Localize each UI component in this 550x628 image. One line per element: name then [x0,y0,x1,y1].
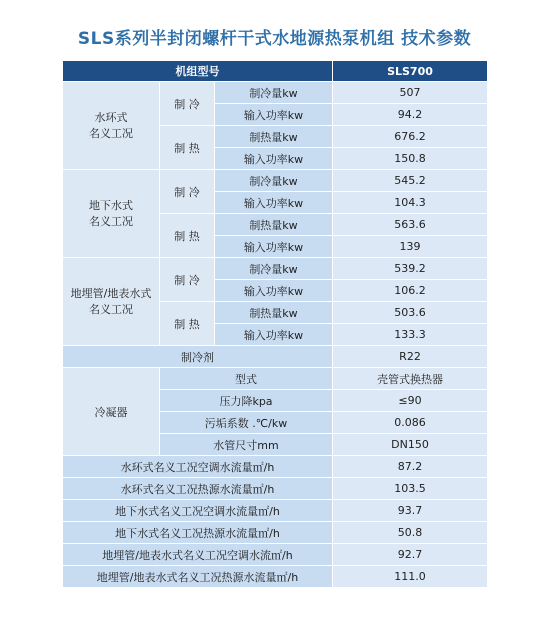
section-label [63,82,160,170]
power-value: 133.3 [333,324,488,346]
capacity-label: 制冷量kw [215,170,333,192]
table-header-row [63,61,488,82]
condenser-param-label: 污垢系数 .℃/kw [160,412,333,434]
power-label: 输入功率kw [215,280,333,302]
section-label-line: 名义工况 [89,126,133,140]
power-value: 106.2 [333,280,488,302]
power-label: 输入功率kw [215,236,333,258]
flow-value: 111.0 [333,566,488,588]
capacity-value: 545.2 [333,170,488,192]
page-title: SLS系列半封闭螺杆干式水地源热泵机组 技术参数 [77,29,472,49]
power-value: 94.2 [333,104,488,126]
power-value: 139 [333,236,488,258]
capacity-value: 507 [333,82,488,104]
capacity-label: 制热量kw [215,126,333,148]
flow-row [63,478,488,500]
mode-label: 制 冷 [160,258,215,302]
capacity-label: 制冷量kw [215,82,333,104]
condenser-param-value: 0.086 [333,412,488,434]
capacity-label: 制热量kw [215,214,333,236]
power-value: 150.8 [333,148,488,170]
flow-value: 103.5 [333,478,488,500]
spec-row [63,170,488,192]
flow-label: 水环式名义工况热源水流量㎡/h [63,478,333,500]
flow-row [63,566,488,588]
capacity-value: 503.6 [333,302,488,324]
flow-row [63,544,488,566]
flow-value: 50.8 [333,522,488,544]
flow-value: 87.2 [333,456,488,478]
flow-row [63,500,488,522]
power-label: 输入功率kw [215,148,333,170]
condenser-param-label: 型式 [160,368,333,390]
capacity-label: 制冷量kw [215,258,333,280]
section-label-line: 水环式 [94,110,128,124]
section-label-line: 名义工况 [89,302,133,316]
refrigerant-row [63,346,488,368]
flow-row [63,522,488,544]
header-model: SLS700 [333,61,488,82]
capacity-value: 676.2 [333,126,488,148]
flow-value: 93.7 [333,500,488,522]
power-label: 输入功率kw [215,324,333,346]
section-label [63,170,160,258]
flow-label: 地埋管/地表水式名义工况空调水流㎡/h [63,544,333,566]
spec-table [62,60,488,588]
section-label-line: 地埋管/地表水式 [70,286,152,300]
capacity-value: 539.2 [333,258,488,280]
section-label [63,258,160,346]
power-value: 104.3 [333,192,488,214]
mode-label: 制 热 [160,126,215,170]
flow-label: 地下水式名义工况空调水流量㎡/h [63,500,333,522]
mode-label: 制 热 [160,302,215,346]
header-label: 机组型号 [63,61,333,82]
refrigerant-value: R22 [333,346,488,368]
power-label: 输入功率kw [215,192,333,214]
condenser-param-value: 壳管式换热器 [333,368,488,390]
spec-row [63,258,488,280]
refrigerant-label: 制冷剂 [63,346,333,368]
mode-label: 制 冷 [160,82,215,126]
flow-label: 地埋管/地表水式名义工况热源水流量㎡/h [63,566,333,588]
condenser-param-value: ≤90 [333,390,488,412]
flow-label: 水环式名义工况空调水流量㎡/h [63,456,333,478]
capacity-label: 制热量kw [215,302,333,324]
power-label: 输入功率kw [215,104,333,126]
condenser-param-value: DN150 [333,434,488,456]
mode-label: 制 热 [160,214,215,258]
spec-row [63,82,488,104]
condenser-label: 冷凝器 [63,368,160,456]
capacity-value: 563.6 [333,214,488,236]
mode-label: 制 冷 [160,170,215,214]
section-label-line: 地下水式 [89,198,133,212]
flow-label: 地下水式名义工况热源水流量㎡/h [63,522,333,544]
condenser-param-label: 水管尺寸mm [160,434,333,456]
condenser-row [63,368,488,390]
flow-row [63,456,488,478]
condenser-param-label: 压力降kpa [160,390,333,412]
flow-value: 92.7 [333,544,488,566]
section-label-line: 名义工况 [89,214,133,228]
